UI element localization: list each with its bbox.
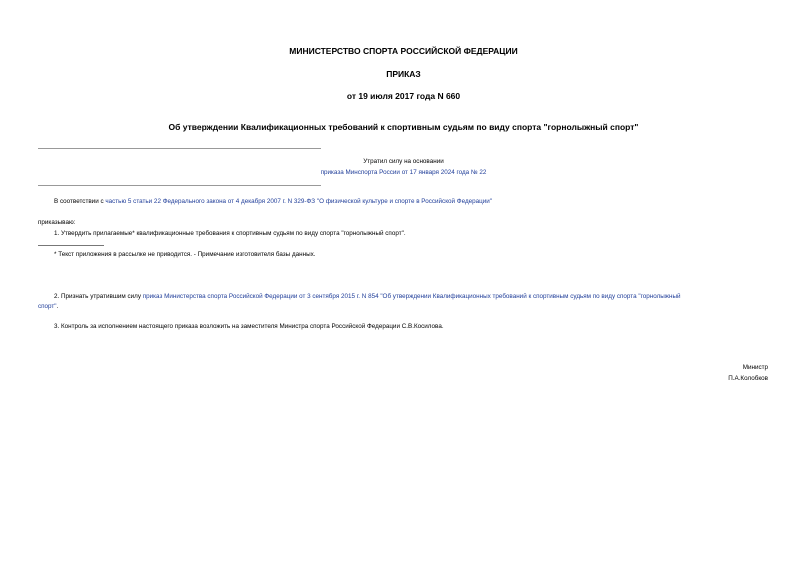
item-2-prefix: 2. Признать утратившим силу: [54, 293, 143, 300]
item-2-line-1: [54, 293, 681, 301]
item-2-suffix: .: [56, 303, 59, 310]
repealed-order-link-cont[interactable]: спорт": [38, 303, 57, 310]
ministry-heading: МИНИСТЕРСТВО СПОРТА РОССИЙСКОЙ ФЕДЕРАЦИИ: [289, 46, 518, 56]
federal-law-link[interactable]: частью 5 статьи 22 Федерального закона от 4 декабря 2007 г. N 329-ФЗ "О физической культуре и спорте в Российской Федерации": [105, 198, 493, 205]
intro-paragraph: [54, 198, 492, 206]
divider-top: [38, 148, 321, 149]
divider-bottom: [38, 185, 321, 186]
signature-name: П.А.Колобков: [728, 375, 768, 382]
item-2-line-2: [38, 303, 58, 311]
doc-type-heading: ПРИКАЗ: [386, 69, 421, 79]
repeal-order-link[interactable]: приказа Минспорта России от 17 января 2024 года № 22: [320, 169, 487, 176]
footnote-divider: [38, 245, 104, 246]
order-word: приказываю:: [38, 219, 76, 226]
footnote: * Текст приложения в рассылке не приводится. - Примечание изготовителя базы данных.: [54, 251, 316, 258]
signature-position: Министр: [742, 364, 768, 371]
repealed-order-link[interactable]: приказ Министерства спорта Российской Федерации от 3 сентября 2015 г. N 854 "Об утверждении Квалификационных требований к спортивным судьям по виду спорта "горнолыжный: [142, 293, 681, 300]
intro-prefix: В соответствии с: [54, 198, 106, 205]
date-number-heading: от 19 июля 2017 года N 660: [346, 91, 461, 101]
item-3: 3. Контроль за исполнением настоящего приказа возложить на заместителя Министра спорта Российской Федерации С.В.Косилова.: [54, 323, 444, 330]
item-1: 1. Утвердить прилагаемые* квалификационные требования к спортивным судьям по виду спорта "горнолыжный спорт".: [54, 230, 406, 237]
status-note-text: Утратил силу на основании: [363, 158, 444, 165]
document-title: Об утверждении Квалификационных требований к спортивным судьям по виду спорта "горнолыжный спорт": [168, 122, 639, 132]
